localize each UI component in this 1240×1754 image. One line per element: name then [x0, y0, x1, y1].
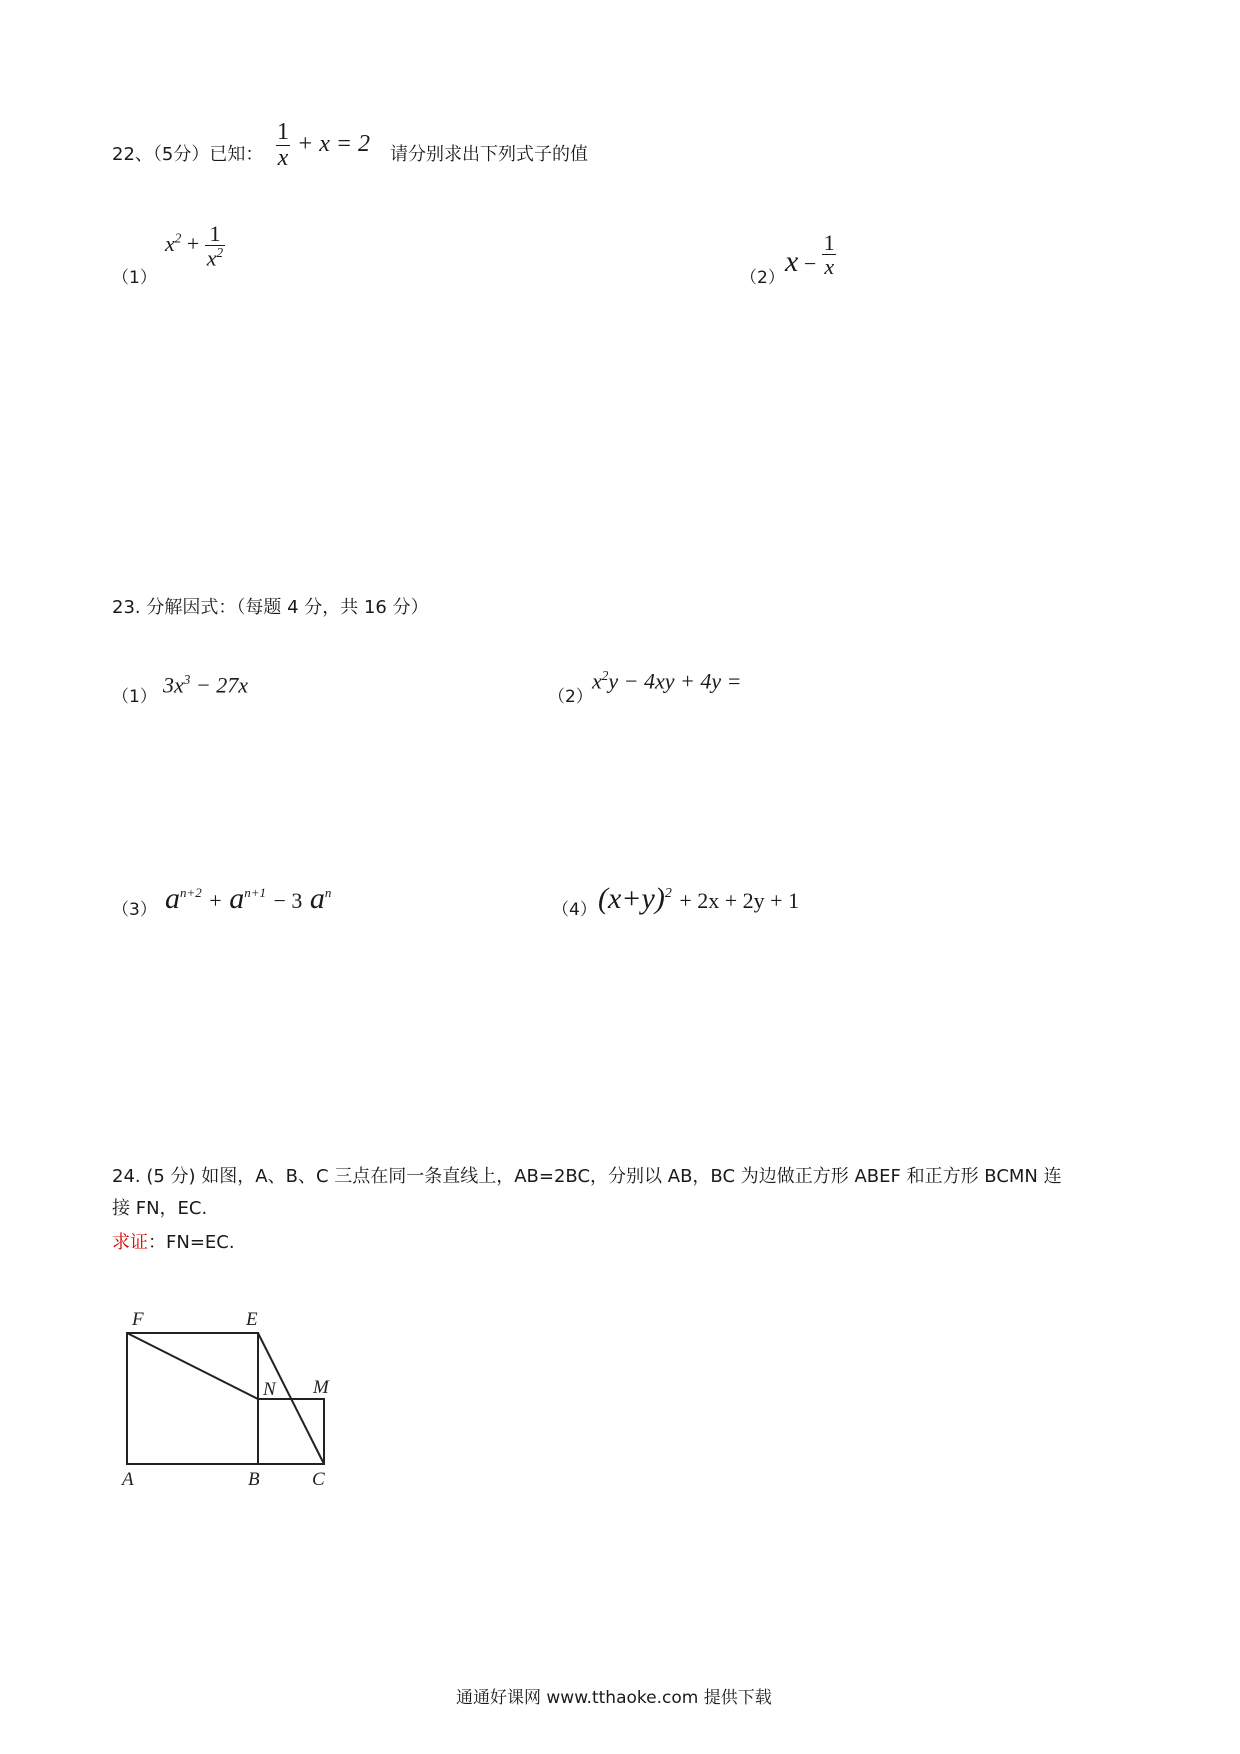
fraction-denominator: [205, 245, 225, 269]
point-label-f: F: [132, 1309, 144, 1330]
expr-exponent: 3: [183, 672, 191, 687]
q22-condition-fraction: [275, 120, 291, 171]
den-exponent: 2: [216, 245, 224, 261]
expr-rest: y − 4xy + 4y =: [608, 668, 742, 694]
q22-part1-expression: [165, 222, 225, 270]
q22-instruction: 请分别求出下列式子的值: [390, 144, 588, 165]
q22-part1-fraction: [205, 222, 225, 270]
point-label-e: E: [246, 1309, 258, 1330]
q23-part4-expression: [598, 882, 799, 916]
q22-part1-label: （1）: [112, 268, 157, 288]
q22-heading: [112, 140, 263, 166]
expr-rest: + 2x + 2y + 1: [679, 888, 800, 913]
q23-part2-expression: [592, 668, 741, 694]
expr-term: a: [309, 882, 325, 915]
prove-label: 求证: [112, 1232, 148, 1253]
square-bcmn: [258, 1399, 324, 1464]
q23-part3-expression: [165, 882, 331, 916]
q23-part2-label: （2）: [548, 687, 593, 707]
expr-term: x: [165, 230, 175, 256]
point-label-a: A: [122, 1469, 134, 1490]
expr-exponent: n+2: [180, 885, 202, 900]
expr-term: a: [165, 882, 180, 915]
fraction-numerator: 1: [823, 230, 835, 256]
point-label-m: M: [313, 1377, 329, 1398]
q24-line1: 24. (5 分) 如图，A、B、C 三点在同一条直线上，AB=2BC，分别以 AB，BC 为边做正方形 ABEF 和正方形 BCMN 连: [112, 1166, 1062, 1187]
fraction-denominator: x: [824, 254, 835, 280]
geometry-figure: [110, 1295, 370, 1495]
q23-heading: 23. 分解因式：（每题 4 分，共 16 分）: [112, 597, 429, 618]
expr-exponent: n+1: [244, 885, 266, 900]
fraction-denominator: x: [277, 145, 289, 172]
segment-fn: [127, 1333, 258, 1399]
q24-line2: 接 FN，EC.: [112, 1198, 208, 1219]
fraction-numerator: 1: [277, 119, 289, 145]
point-label-c: C: [312, 1469, 325, 1490]
point-label-n: N: [263, 1379, 276, 1400]
q22-part2-expression: [785, 230, 837, 280]
expr-operator: − 3: [273, 888, 303, 913]
point-label-b: B: [248, 1469, 260, 1490]
q23-part1-label: （1）: [112, 687, 157, 707]
fraction-numerator: 1: [209, 221, 221, 246]
expr-term: x: [785, 245, 799, 278]
expr-operator: −: [803, 251, 817, 276]
den-base: x: [206, 245, 217, 271]
expr-exponent: 2: [601, 668, 609, 683]
expr-operator: +: [186, 230, 200, 256]
expr-exponent: 2: [174, 230, 182, 246]
expr-term: a: [229, 882, 245, 915]
expr-exponent: 2: [664, 886, 672, 901]
prove-text: ：FN=EC.: [148, 1232, 235, 1253]
expr-term: (x+y): [598, 882, 665, 915]
square-abef: [127, 1333, 258, 1464]
page-footer: 通通好课网 www.tthaoke.com 提供下载: [456, 1688, 772, 1708]
q24-prove: [112, 1228, 235, 1254]
q22-condition-rest: + x = 2: [297, 131, 371, 158]
expr-rest: − 27x: [190, 672, 248, 698]
q22-part2-label: （2）: [740, 268, 785, 288]
expr-term: 3x: [163, 672, 184, 698]
q22-part2-fraction: [822, 231, 837, 278]
q22-head: 22、（5分）已知：: [112, 144, 264, 165]
q23-part1-expression: [163, 672, 248, 698]
q23-part3-label: （3）: [112, 900, 157, 920]
q23-part4-label: （4）: [552, 900, 597, 920]
expr-term: x: [592, 668, 602, 694]
expr-operator: +: [209, 888, 222, 913]
q22-condition: [275, 120, 370, 171]
expr-exponent: n: [324, 885, 332, 900]
